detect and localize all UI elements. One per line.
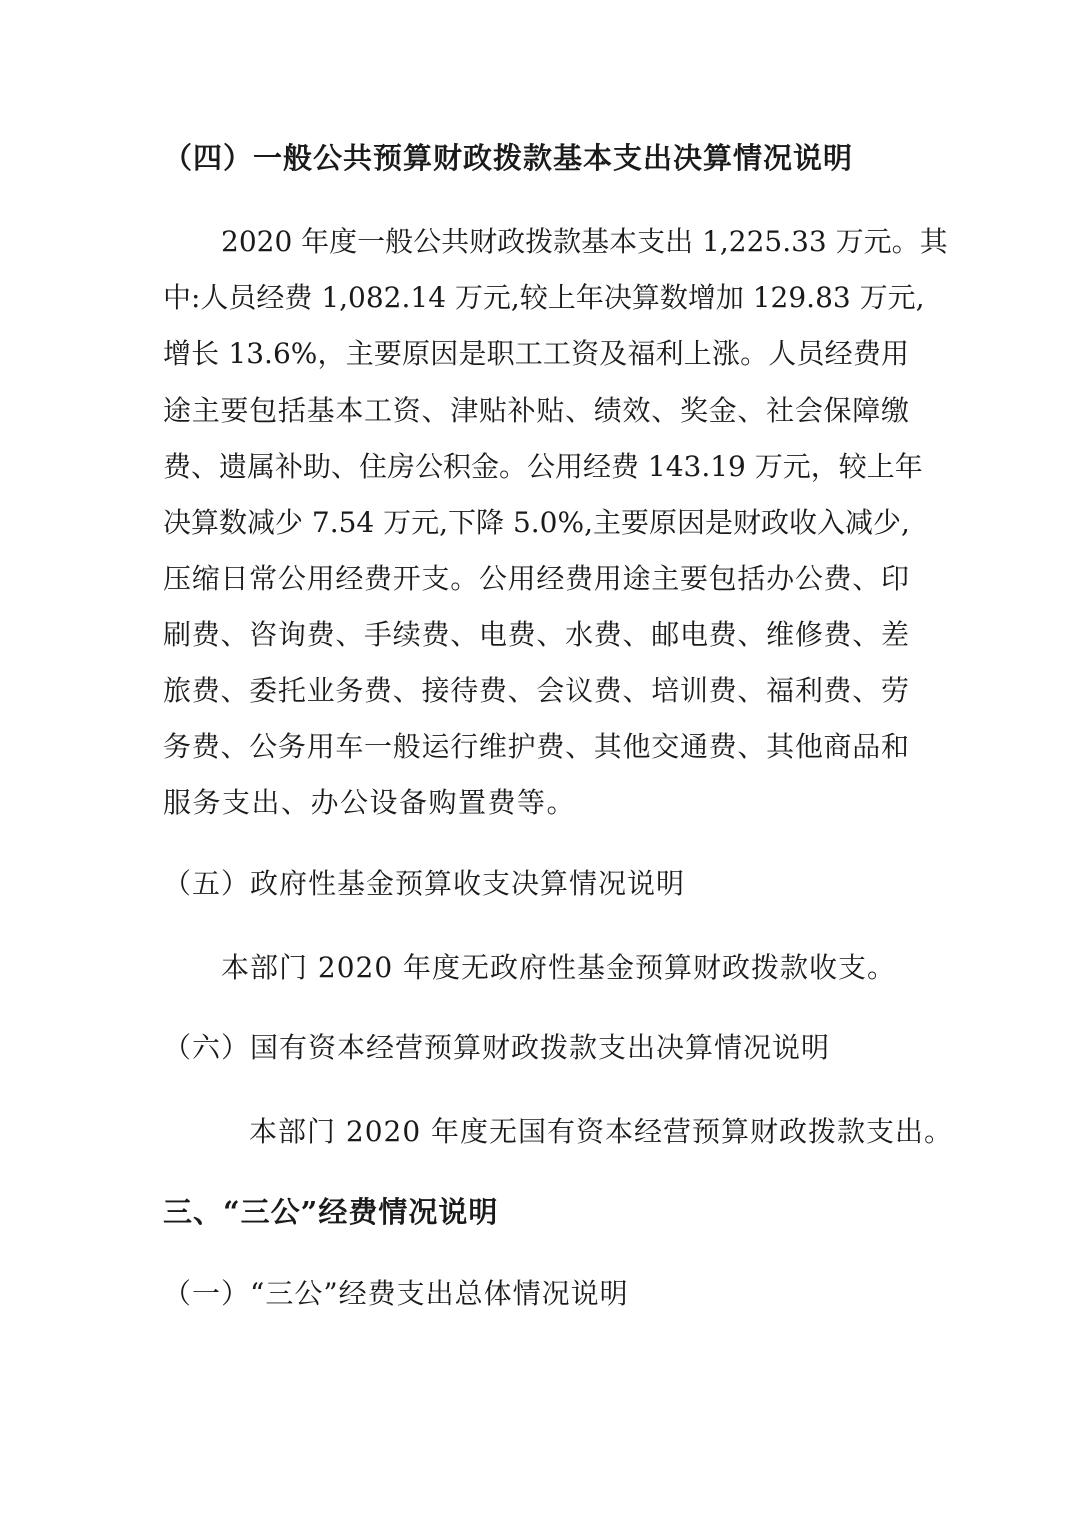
section4-paragraph-line-11: 服务支出、办公设备购置费等。 <box>163 786 577 819</box>
section4-paragraph-line-3: 增长 13.6%，主要原因是职工工资及福利上涨。人员经费用 <box>163 337 909 370</box>
section5-paragraph: 本部门 2020 年度无政府性基金预算财政拨款收支。 <box>221 951 897 984</box>
section4-paragraph-line-7: 压缩日常公用经费开支。公用经费用途主要包括办公费、印 <box>163 562 909 595</box>
section4-paragraph-line-8: 刷费、咨询费、手续费、电费、水费、邮电费、维修费、差 <box>163 618 909 651</box>
part3-heading: 三、“三公”经费情况说明 <box>163 1195 499 1229</box>
section4-paragraph-line-5: 费、遗属补助、住房公积金。公用经费 143.19 万元，较上年 <box>163 450 923 483</box>
section4-paragraph-line-9: 旅费、委托业务费、接待费、会议费、培训费、福利费、劳 <box>163 674 909 707</box>
section4-paragraph-line-2: 中:人员经费 1,082.14 万元,较上年决算数增加 129.83 万元, <box>163 281 925 314</box>
section4-paragraph-line-6: 决算数减少 7.54 万元,下降 5.0%,主要原因是财政收入减少, <box>163 506 910 539</box>
section4-paragraph-line-1: 2020 年度一般公共财政拨款基本支出 1,225.33 万元。其 <box>221 225 948 258</box>
section6-heading: （六）国有资本经营预算财政拨款支出决算情况说明 <box>163 1031 831 1064</box>
section4-heading: （四）一般公共预算财政拨款基本支出决算情况说明 <box>163 141 854 175</box>
part3-sub1-heading: （一）“三公”经费支出总体情况说明 <box>163 1277 629 1310</box>
section5-heading: （五）政府性基金预算收支决算情况说明 <box>163 867 686 900</box>
section6-paragraph: 本部门 2020 年度无国有资本经营预算财政拨款支出。 <box>249 1115 954 1148</box>
section4-paragraph-line-10: 务费、公务用车一般运行维护费、其他交通费、其他商品和 <box>163 730 909 763</box>
section4-paragraph-line-4: 途主要包括基本工资、津贴补贴、绩效、奖金、社会保障缴 <box>163 394 909 427</box>
